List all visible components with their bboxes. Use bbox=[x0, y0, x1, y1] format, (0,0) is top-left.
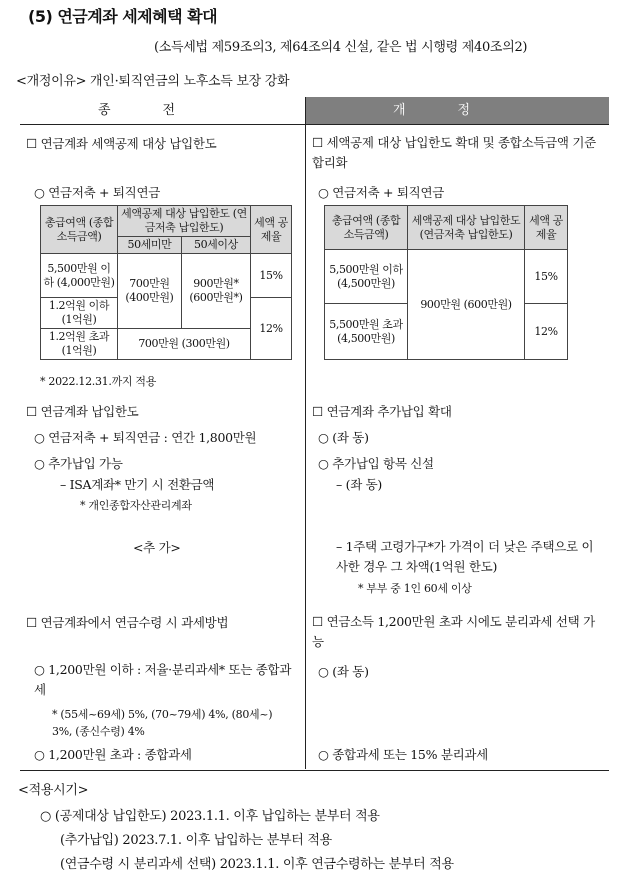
left-isa-conversion: – ISA계좌* 만기 시 전환금액 bbox=[60, 477, 215, 492]
effective-line-3: (연금수령 시 분리과세 선택) 2023.1.1. 이후 연금수령하는 분부터 적용 bbox=[60, 857, 454, 872]
right-housing-downsizing: – 1주택 고령가구*가 가격이 더 낮은 주택으로 이사한 경우 그 차액(1억원 한도) bbox=[336, 539, 594, 574]
lt-row3-limit: 700만원 (300만원) bbox=[118, 329, 251, 360]
lt-row2-income: 1.2억원 이하 (1억원) bbox=[41, 298, 118, 329]
left-under-12m: ○ 1,200만원 이하 : 저율·분리과세* 또는 종합과세 bbox=[34, 662, 292, 697]
column-divider bbox=[305, 125, 306, 769]
lt-header-rate: 세액 공제율 bbox=[251, 206, 292, 254]
left-payment-annual: ○ 연금저축 + 퇴직연금 : 연간 1,800만원 bbox=[34, 430, 257, 445]
rt-header-rate: 세액 공제율 bbox=[525, 206, 568, 250]
lt-rate-12: 12% bbox=[251, 298, 292, 360]
law-reference: (소득세법 제59조의3, 제64조의4 신설, 같은 법 시행령 제40조의2) bbox=[154, 40, 528, 55]
right-new-additional-item: ○ 추가납입 항목 신설 bbox=[318, 456, 434, 471]
left-tax-rate-note: * (55세~69세) 5%, (70~79세) 4%, (80세~) 3%, (종신수령) 4% bbox=[52, 708, 273, 738]
right-housing-note: * 부부 중 1인 60세 이상 bbox=[358, 582, 472, 595]
left-section-taxation: ☐ 연금계좌에서 연금수령 시 과세방법 bbox=[26, 615, 229, 630]
left-additional-payment: ○ 추가납입 가능 bbox=[34, 456, 123, 471]
effective-line-1: ○ (공제대상 납입한도) 2023.1.1. 이후 납입하는 분부터 적용 bbox=[40, 809, 380, 824]
rt-header-limit: 세액공제 대상 납입한도 (연금저축 납입한도) bbox=[408, 206, 525, 250]
right-pension-sub: ○ 연금저축 + 퇴직연금 bbox=[318, 185, 445, 200]
left-section-deduction-limit: ☐ 연금계좌 세액공제 대상 납입한도 bbox=[26, 136, 217, 151]
lt-header-income: 총급여액 (종합소득금액) bbox=[41, 206, 118, 254]
lt-limit-under50: 700만원 (400만원) bbox=[118, 254, 182, 329]
right-same-as-left-1: ○ (좌 동) bbox=[318, 430, 369, 445]
page-title: (5) 연금계좌 세제혜택 확대 bbox=[28, 7, 218, 26]
lt-row3-income: 1.2억원 초과 (1억원) bbox=[41, 329, 118, 360]
left-pension-sub: ○ 연금저축 + 퇴직연금 bbox=[34, 185, 161, 200]
right-same-as-left-2: – (좌 동) bbox=[336, 477, 383, 492]
left-section-payment-limit: ☐ 연금계좌 납입한도 bbox=[26, 404, 139, 419]
left-deduction-table bbox=[40, 205, 292, 360]
left-table-note: * 2022.12.31.까지 적용 bbox=[40, 375, 157, 388]
left-added-marker: <추 가> bbox=[133, 540, 181, 555]
lt-row1-income: 5,500만원 이하 (4,000만원) bbox=[41, 254, 118, 298]
right-same-as-left-3: ○ (좌 동) bbox=[318, 664, 369, 679]
lt-rate-15: 15% bbox=[251, 254, 292, 298]
effective-line-2: (추가납입) 2023.7.1. 이후 납입하는 분부터 적용 bbox=[60, 833, 332, 848]
rt-row1-income: 5,500만원 이하 (4,500만원) bbox=[325, 250, 408, 304]
lt-header-limit: 세액공제 대상 납입한도 (연금저축 납입한도) bbox=[118, 206, 251, 237]
lt-limit-over50: 900만원* (600만원*) bbox=[181, 254, 250, 329]
rt-header-income: 총급여액 (종합소득금액) bbox=[325, 206, 408, 250]
rt-rate-15: 15% bbox=[525, 250, 568, 304]
left-over-12m: ○ 1,200만원 초과 : 종합과세 bbox=[34, 747, 192, 762]
lt-header-under50: 50세미만 bbox=[118, 237, 182, 254]
right-deduction-table bbox=[324, 205, 568, 360]
rt-rate-12: 12% bbox=[525, 304, 568, 360]
amendment-reason: <개정이유> 개인·퇴직연금의 노후소득 보장 강화 bbox=[16, 74, 290, 89]
right-section-separate-tax: ☐ 연금소득 1,200만원 초과 시에도 분리과세 선택 가능 bbox=[312, 614, 595, 649]
right-tax-option: ○ 종합과세 또는 15% 분리과세 bbox=[318, 747, 488, 762]
column-header-after: 개정 bbox=[306, 97, 609, 125]
column-header-before: 종전 bbox=[20, 97, 306, 125]
rt-limit: 900만원 (600만원) bbox=[408, 250, 525, 360]
lt-header-over50: 50세이상 bbox=[181, 237, 250, 254]
right-section-deduction-limit: ☐ 세액공제 대상 납입한도 확대 및 종합소득금액 기준 합리화 bbox=[312, 135, 596, 170]
right-section-additional-payment: ☐ 연금계좌 추가납입 확대 bbox=[312, 404, 452, 419]
rt-row2-income: 5,500만원 초과 (4,500만원) bbox=[325, 304, 408, 360]
effective-label: <적용시기> bbox=[18, 783, 89, 798]
left-isa-note: * 개인종합자산관리계좌 bbox=[80, 499, 192, 512]
